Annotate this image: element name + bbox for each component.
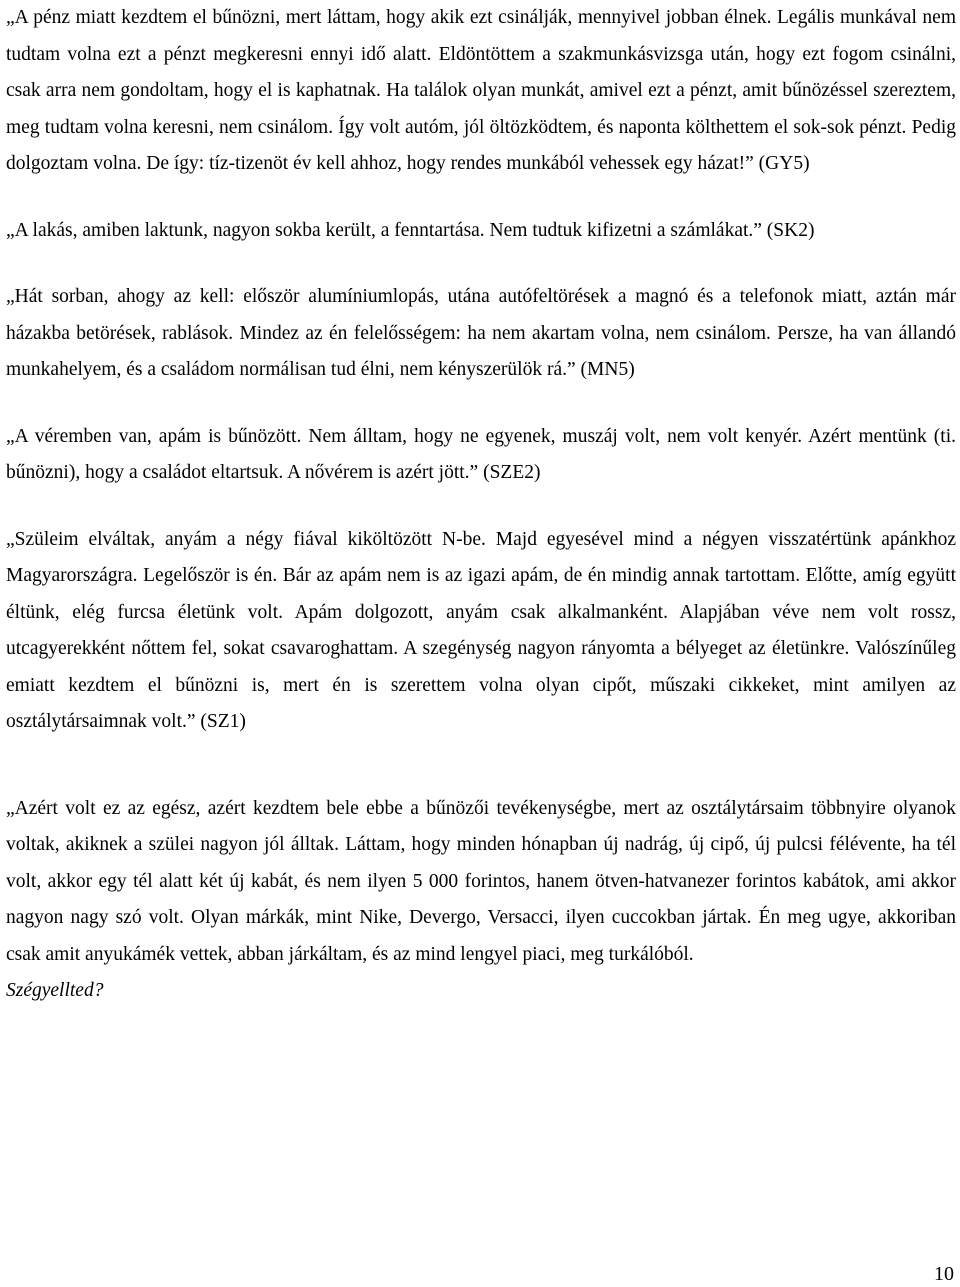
document-page: [6, 0, 956, 1009]
page-number: 10: [934, 1263, 954, 1285]
quote-paragraph-mn5: „Hát sorban, ahogy az kell: először alumíniumlopás, utána autófeltörések a magnó és a telefonok miatt, aztán már házakba betörések, rablások. Mindez az én felelősségem: ha nem akartam volna, nem csinálom. Persze, ha van állandó munkahelyem, és a családom normálisan tud élni, nem kényszerülök rá.” (MN5): [6, 286, 956, 380]
quote-paragraph-gy5: „A pénz miatt kezdtem el bűnözni, mert láttam, hogy akik ezt csinálják, mennyivel jobban élnek. Legális munkával nem tudtam volna ezt a pénzt megkeresni ennyi idő alatt. Eldöntöttem a szakmunkásvizsga után, hogy ezt fogom csinálni, csak arra nem gondoltam, hogy el is kaphatnak. Ha találok olyan munkát, amivel ezt a pénzt, amit bűnözéssel szereztem, meg tudtam volna keresni, nem csinálom. Így volt autóm, jól öltözködtem, és naponta költhettem el sok-sok pénzt. Pedig dolgoztam volna. De így: tíz-tizenöt év kell ahhoz, hogy rendes munkából vehessek egy házat!” (GY5): [6, 7, 956, 174]
interview-question: Szégyellted?: [6, 980, 104, 1001]
quote-paragraph-sz1: „Szüleim elváltak, anyám a négy fiával kiköltözött N-be. Majd egyesével mind a négyen visszatértünk apánkhoz Magyarországra. Legelőször is én. Bár az apám nem is az igazi apám, de én mindig annak tartottam. Előtte, amíg együtt éltünk, elég furcsa életünk volt. Apám dolgozott, anyám csak alkalmanként. Alapjában véve nem volt rossz, utcagyerekként nőttem fel, sokat csavaroghattam. A szegénység nagyon rányomta a bélyeget az életünkre. Valószínűleg emiatt kezdtem el bűnözni is, mert én is szerettem volna olyan cipőt, műszaki cikkeket, mint amilyen az osztálytársaimnak volt.” (SZ1): [6, 528, 956, 732]
quote-paragraph-sk2: „A lakás, amiben laktunk, nagyon sokba került, a fenntartása. Nem tudtuk kifizetni a számlákat.” (SK2): [6, 219, 815, 241]
quote-paragraph-classmates: „Azért volt ez az egész, azért kezdtem bele ebbe a bűnözői tevékenységbe, mert az osztálytársaim többnyire olyanok voltak, akiknek a szülei nagyon jól álltak. Láttam, hogy minden hónapban új nadrág, új cipő, új pulcsi félévente, ha tél volt, akkor egy tél alatt két új kabát, és nem ilyen 5 000 forintos, hanem ötven-hatvanezer forintos kabátok, ami akkor nagyon nagy szó volt. Olyan márkák, mint Nike, Devergo, Versacci, ilyen cuccokban jártak. Én meg ugye, akkoriban csak amit anyukámék vettek, abban járkáltam, és az mind lengyel piaci, meg turkálóból.: [6, 797, 956, 965]
quote-paragraph-sze2: „A véremben van, apám is bűnözött. Nem álltam, hogy ne egyenek, muszáj volt, nem volt kenyér. Azért mentünk (ti. bűnözni), hogy a családot eltartsuk. A nővérem is azért jött.” (SZE2): [6, 425, 956, 483]
